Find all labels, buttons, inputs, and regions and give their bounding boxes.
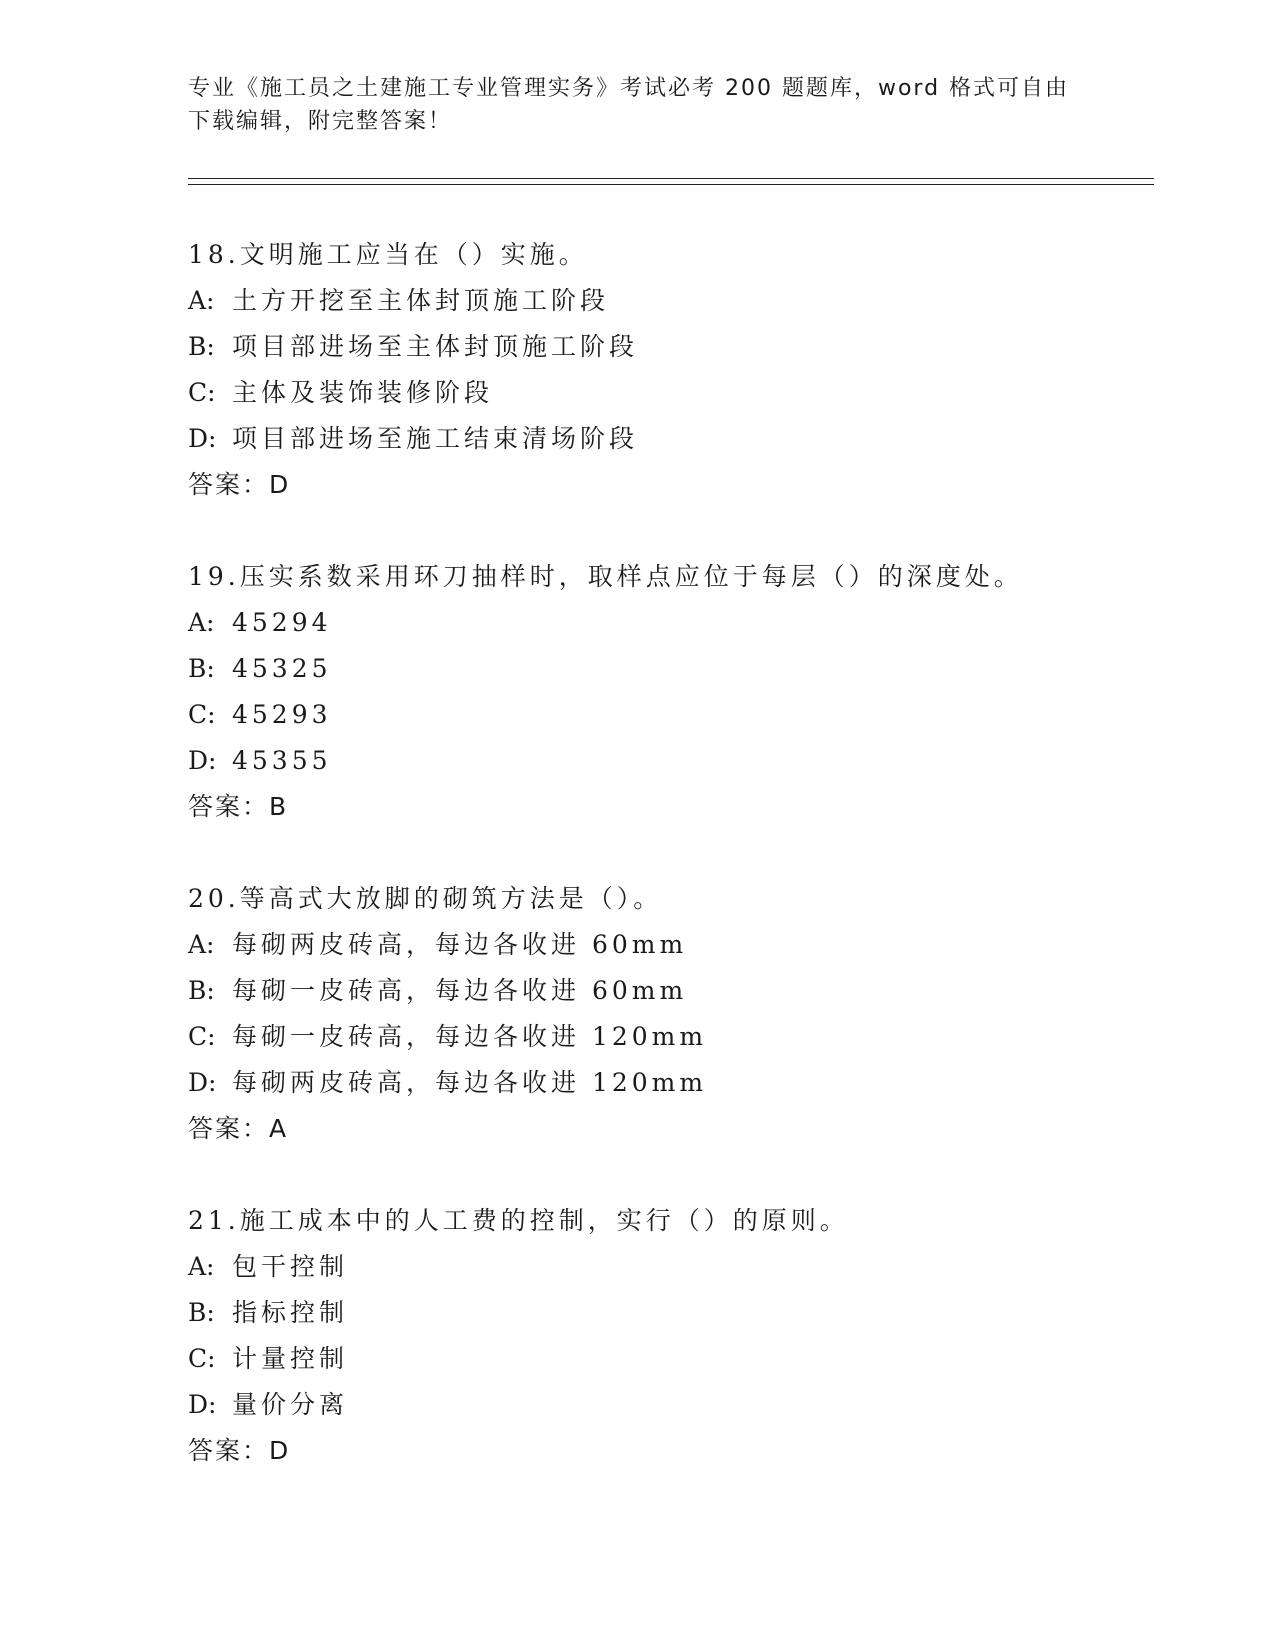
header-divider-bottom — [188, 184, 1154, 185]
option-c — [188, 1336, 1154, 1382]
option-letter: A: — [188, 1252, 215, 1281]
option-d — [188, 1382, 1154, 1428]
option-d — [188, 416, 1154, 462]
answer: 答案：B — [188, 792, 289, 821]
option-letter: A: — [188, 608, 215, 637]
option-letter: C: — [188, 1022, 216, 1051]
option-b — [188, 646, 1154, 692]
answer: 答案：D — [188, 1436, 291, 1465]
option-text: 项目部进场至主体封顶施工阶段 — [232, 332, 639, 361]
option-letter: D: — [188, 1390, 217, 1419]
option-c — [188, 1014, 1154, 1060]
option-text: 土方开挖至主体封顶施工阶段 — [232, 286, 610, 315]
option-letter: D: — [188, 424, 217, 453]
option-text: 每砌一皮砖高，每边各收进 120mm — [232, 1022, 708, 1051]
option-letter: B: — [188, 654, 215, 683]
document-header — [188, 72, 1088, 138]
question-19 — [188, 554, 1154, 830]
option-text: 包干控制 — [232, 1252, 349, 1281]
option-b — [188, 968, 1154, 1014]
option-d — [188, 1060, 1154, 1106]
option-text: 每砌两皮砖高，每边各收进 60mm — [232, 930, 688, 959]
option-d — [188, 738, 1154, 784]
question-20 — [188, 876, 1154, 1152]
question-18 — [188, 232, 1154, 508]
option-c — [188, 692, 1154, 738]
option-text: 45294 — [232, 608, 332, 637]
option-text: 45325 — [232, 654, 332, 683]
option-text: 量价分离 — [232, 1390, 349, 1419]
option-text: 45355 — [232, 746, 332, 775]
option-text: 指标控制 — [232, 1298, 349, 1327]
option-text: 项目部进场至施工结束清场阶段 — [232, 424, 639, 453]
option-letter: C: — [188, 378, 216, 407]
option-a — [188, 922, 1154, 968]
question-list — [188, 232, 1154, 1520]
header-divider-top — [188, 178, 1154, 179]
option-letter: D: — [188, 1068, 217, 1097]
option-letter: B: — [188, 1298, 215, 1327]
option-text: 主体及装饰装修阶段 — [232, 378, 494, 407]
option-text: 45293 — [232, 700, 332, 729]
option-text: 计量控制 — [232, 1344, 349, 1373]
option-letter: B: — [188, 976, 215, 1005]
question-stem: 21.施工成本中的人工费的控制，实行（）的原则。 — [188, 1206, 849, 1235]
option-text: 每砌两皮砖高，每边各收进 120mm — [232, 1068, 708, 1097]
option-b — [188, 1290, 1154, 1336]
answer: 答案：A — [188, 1114, 289, 1143]
option-letter: A: — [188, 286, 215, 315]
answer: 答案：D — [188, 470, 291, 499]
question-stem: 20.等高式大放脚的砌筑方法是（）。 — [188, 884, 663, 913]
option-c — [188, 370, 1154, 416]
option-a — [188, 600, 1154, 646]
option-a — [188, 1244, 1154, 1290]
option-letter: C: — [188, 700, 216, 729]
question-stem: 18.文明施工应当在（）实施。 — [188, 240, 588, 269]
option-b — [188, 324, 1154, 370]
option-letter: D: — [188, 746, 217, 775]
option-letter: A: — [188, 930, 215, 959]
header-line-2: 下载编辑，附完整答案！ — [188, 109, 453, 134]
option-text: 每砌一皮砖高，每边各收进 60mm — [232, 976, 688, 1005]
option-letter: C: — [188, 1344, 216, 1373]
option-a — [188, 278, 1154, 324]
header-line-1: 专业《施工员之土建施工专业管理实务》考试必考 200 题题库，word 格式可自由 — [188, 76, 1070, 101]
question-stem: 19.压实系数采用环刀抽样时，取样点应位于每层（）的深度处。 — [188, 562, 1023, 591]
option-letter: B: — [188, 332, 215, 361]
question-21 — [188, 1198, 1154, 1474]
